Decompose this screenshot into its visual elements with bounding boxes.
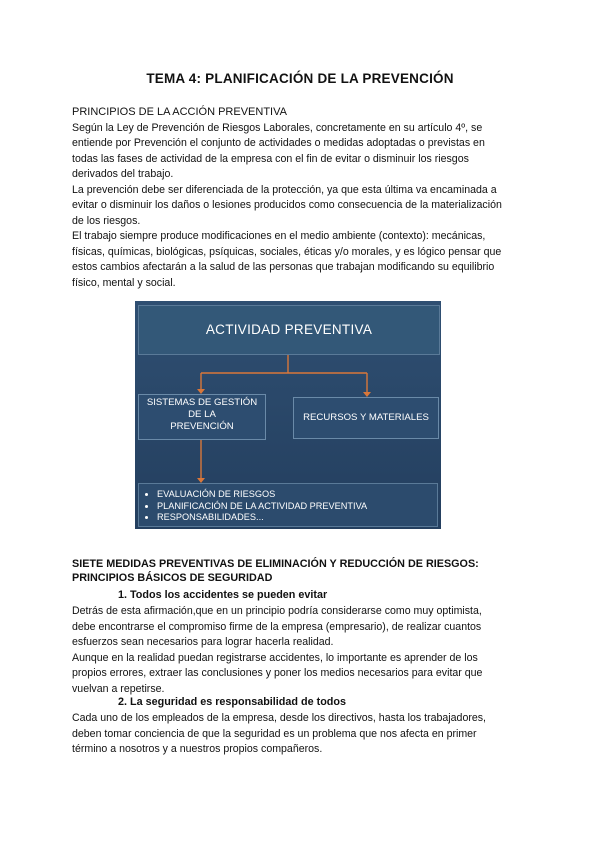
item1-body	[72, 604, 532, 697]
item2-line: Cada uno de los empleados de la empresa, desde los directivos, hasta los trabajadores,	[72, 712, 486, 724]
item2-line: término a nosotros y a nuestros propios compañeros.	[72, 743, 323, 755]
item1-line: esfuerzos sean necesarios para lograr hacerla realidad.	[72, 636, 334, 648]
prevention-diagram	[135, 301, 441, 529]
box-left-line: SISTEMAS DE GESTIÓN	[146, 397, 258, 408]
diagram-bullet: • PLANIFICACIÓN DE LA ACTIVIDAD PREVENTIVA	[157, 501, 437, 513]
intro-line: La prevención debe ser diferenciada de la protección, ya que esta última va encaminada a	[72, 183, 497, 196]
intro-line: de los riesgos.	[72, 214, 141, 227]
section-title	[72, 557, 542, 585]
box-sistemas-gestion	[138, 394, 266, 440]
item2-line: deben tomar conciencia de que la seguridad es un problema que nos afecta en primer	[72, 727, 477, 740]
item1-line: Aunque en la realidad puedan registrarse accidentes, lo importante es aprender de los	[72, 651, 478, 664]
box-left-line: DE LA	[188, 409, 216, 420]
intro-line: El trabajo siempre produce modificaciones en el medio ambiente (contexto): mecánicas,	[72, 230, 486, 242]
diagram-bullet: • EVALUACIÓN DE RIESGOS	[157, 489, 437, 501]
intro-line: físicas, químicas, biológicas, psíquicas, sociales, éticas y/o morales, y es lógico pensar que	[72, 245, 502, 258]
page-title: TEMA 4: PLANIFICACIÓN DE LA PREVENCIÓN	[146, 71, 454, 86]
section-title-line: PRINCIPIOS BÁSICOS DE SEGURIDAD	[72, 572, 273, 584]
item2-heading: 2. La seguridad es responsabilidad de todos	[118, 696, 346, 708]
box-recursos-materiales: RECURSOS Y MATERIALES	[293, 397, 439, 439]
intro-line: derivados del trabajo.	[72, 168, 174, 180]
intro-section	[72, 105, 532, 291]
item1-heading: 1. Todos los accidentes se pueden evitar	[118, 589, 328, 601]
item1-line: vuelvan a repetirse.	[72, 682, 165, 695]
item2-body	[72, 711, 532, 758]
diagram-bullet: • RESPONSABILIDADES...	[157, 512, 437, 524]
section-title-line: SIETE MEDIDAS PREVENTIVAS DE ELIMINACIÓN Y REDUCCIÓN DE RIESGOS:	[72, 558, 479, 570]
box-bullets	[138, 483, 438, 527]
intro-line: entiende por Prevención el conjunto de actividades o medidas adoptadas o previstas en	[72, 137, 485, 149]
intro-line: estos cambios afectarán a la salud de las personas que trabajan modificando su equilibrio	[72, 261, 495, 273]
item1-line: Detrás de esta afirmación,que en un principio podría considerarse como muy optimista,	[72, 605, 482, 617]
intro-line: físico, mental y social.	[72, 276, 176, 289]
intro-line: Según la Ley de Prevención de Riesgos Laborales, concretamente en su artículo 4º, se	[72, 121, 483, 134]
box-left-line: PREVENCIÓN	[170, 421, 234, 432]
intro-line: evitar o disminuir los daños o lesiones producidos como consecuencia de la materialización	[72, 199, 502, 211]
item1-line: propios errores, extraer las conclusiones y poner los medios necesarios para evitar que	[72, 667, 483, 679]
intro-heading: PRINCIPIOS DE LA ACCIÓN PREVENTIVA	[72, 106, 287, 118]
box-actividad-preventiva: ACTIVIDAD PREVENTIVA	[138, 305, 440, 355]
intro-line: todas las fases de actividad de la empresa con el fin de evitar o disminuir los riesgos	[72, 152, 469, 165]
item1-line: debe encontrarse el compromiso firme de la empresa (empresario), de realizar cuantos	[72, 620, 482, 633]
